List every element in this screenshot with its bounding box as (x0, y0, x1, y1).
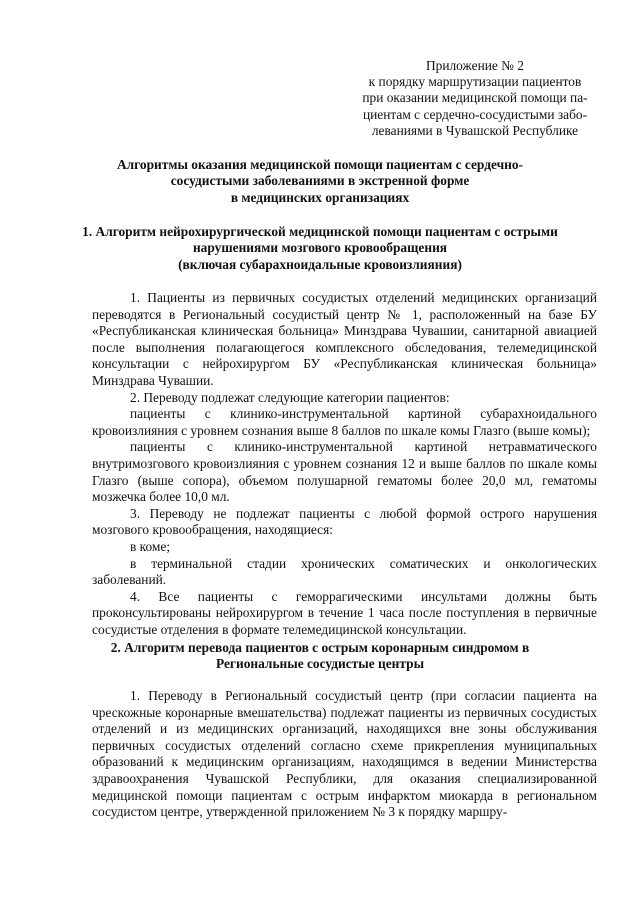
paragraph: пациенты с клинико-инструментальной картиной субарахноидального кровоизлияния с уровнем сознания выше 8 баллов по шкале комы Глазго (выше комы); (92, 406, 597, 438)
paragraph: в терминальной стадии хронических соматических и онкологических заболеваний. (92, 555, 597, 588)
appendix-line: циентам с сердечно-сосудистыми забо- (362, 106, 588, 122)
section-1-body (92, 290, 597, 638)
title-line: сосудистыми заболеваниями в экстренной форме (170, 173, 470, 189)
paragraph: 1. Пациенты из первичных сосудистых отделений медицинских организаций переводятся в Региональный сосудистый центр № 1, расположенный на базе БУ «Республиканская клиническая больница» Минздрава Чувашии, санитарной авиацией после выполнения полагающегося комплексного обследования, телемедицинской консультации с нейрохирургом БУ «Республиканская клиническая больница» Минздрава Чувашии. (92, 290, 597, 388)
section-title-line: (включая субарахноидальные кровоизлияния) (178, 256, 462, 272)
paragraph: в коме; (130, 538, 171, 554)
title-line: в медицинских организациях (230, 189, 410, 205)
paragraph: 1. Переводу в Региональный сосудистый центр (при согласии пациента на чрескожные коронарные вмешательства) подлежат пациенты из первичных сосудистых отделений и из медицинских организаций, находящихся вне зоны обслуживания первичных сосудистых отделений согласно схеме прикрепления муниципальных образований к медицинским организациям, находящимся в ведении Министерства здравоохранения Чувашской Республики, для оказания специализированной медицинской помощи пациентам с острым инфарктом миокарда в региональном сосудистом центре, утвержденной приложением № 3 к порядку маршру- (92, 688, 597, 820)
section-title-line: 2. Алгоритм перевода пациентов с острым коронарным синдромом в (110, 640, 530, 655)
document-title (50, 157, 590, 206)
appendix-line: к порядку маршрутизации пациентов (368, 74, 582, 90)
paragraph: 2. Переводу подлежат следующие категории пациентов: (130, 389, 450, 405)
section-title-line: Региональные сосудистые центры (215, 656, 425, 672)
section-2-body (92, 688, 597, 821)
appendix-line: Приложение № 2 (425, 58, 525, 73)
section-1-title (50, 224, 590, 273)
appendix-header (352, 58, 598, 139)
paragraph: пациенты с клинико-инструментальной картиной нетравматического внутримозгового кровоизлияния с уровнем сознания 12 и выше баллов по шкале комы Глазго (выше сопора), объемом полушарной гематомы более 20,0 мл, гематомы мозжечка более 10,0 мл. (92, 439, 597, 505)
section-title-line: 1. Алгоритм нейрохирургической медицинской помощи пациентам с острыми (82, 224, 558, 239)
paragraph: 4. Все пациенты с геморрагическими инсультами должны быть проконсультированы нейрохирургом в течение 1 часа после поступления в первичные сосудистые отделения в формате телемедицинской консультации. (92, 588, 597, 637)
appendix-line: леваниями в Чувашской Республике (371, 122, 579, 138)
paragraph: 3. Переводу не подлежат пациенты с любой формой острого нарушения мозгового кровообращения, находящиеся: (92, 505, 597, 538)
section-2-title (50, 640, 590, 673)
appendix-line: при оказании медицинской помощи па- (362, 90, 588, 106)
section-title-line: нарушениями мозгового кровообращения (192, 240, 448, 256)
title-line: Алгоритмы оказания медицинской помощи пациентам с сердечно- (116, 157, 524, 172)
